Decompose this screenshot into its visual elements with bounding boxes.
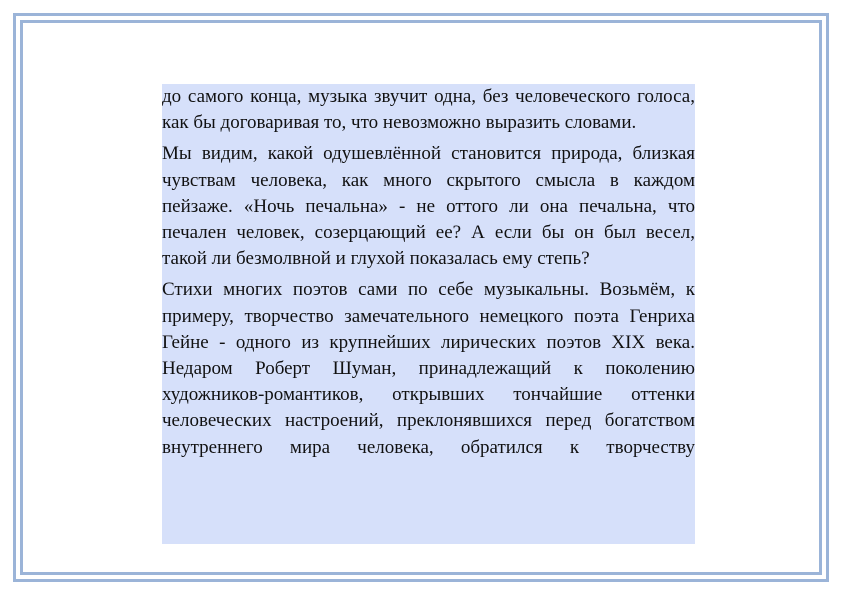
paragraph-poets: Стихи многих поэтов сами по себе музыкальны. Возьмём, к примеру, творчество замечательного немецкого поэта Генриха Гейне - одного из крупнейших лирических поэтов XIX века. Недаром Роберт Шуман, принадлежащий к поколению художников-романтиков, открывших тончайшие оттенки человеческих настроений, преклонявшихся перед богатством внутреннего мира человека, обратился к творчеству — [162, 279, 695, 458]
paragraph-nature: Мы видим, какой одушевлённой становится природа, близкая чувствам человека, как много скрытого смысла в каждом пейзаже. «Ночь печальна» - не оттого ли она печальна, что печален человек, созерцающий ее? А если бы он был весел, такой ли безмолвной и глухой показалась ему степь? — [162, 143, 695, 270]
paragraph-music-ending: до самого конца, музыка звучит одна, без человеческого голоса, как бы договаривая то, что невозможно выразить словами. — [162, 86, 695, 134]
text-box — [162, 84, 695, 544]
